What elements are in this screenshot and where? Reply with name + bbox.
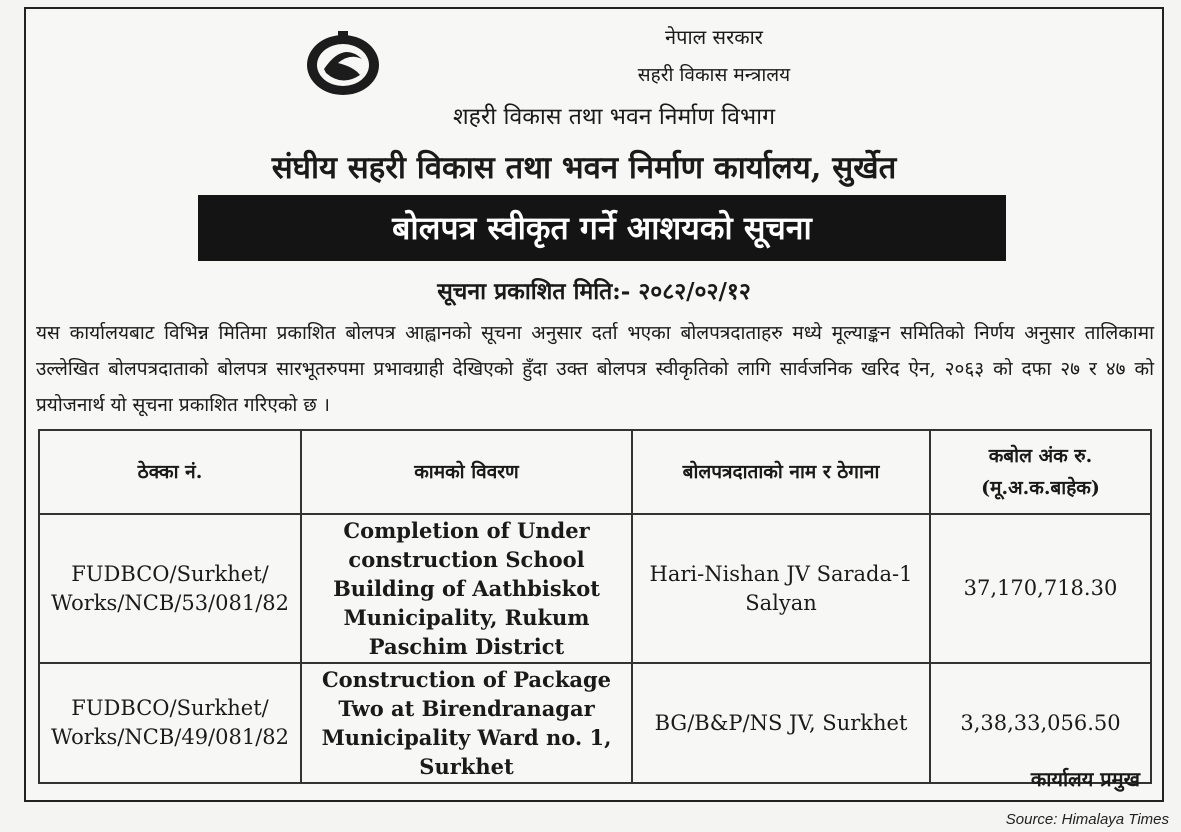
bidder-cell: BG/B&P/NS JV, Surkhet (632, 663, 930, 783)
header-bidder: बोलपत्रदाताको नाम र ठेगाना (632, 430, 930, 514)
header-contract-no: ठेक्का नं. (39, 430, 301, 514)
signature: कार्यालय प्रमुख (1030, 767, 1140, 791)
table-header-row (39, 430, 1151, 514)
bidder-cell: Hari-Nishan JV Sarada-1 Salyan (632, 514, 930, 663)
header-government: नेपाल सरकार (665, 25, 763, 49)
publish-date: सूचना प्रकाशित मिति:- २०८२/०२/१२ (437, 278, 751, 305)
header-description: कामको विवरण (301, 430, 632, 514)
notice-body: यस कार्यालयबाट विभिन्न मितिमा प्रकाशित बोलपत्र आह्वानको सूचना अनुसार दर्ता भएका बोलपत्रदाताहरु मध्ये मूल्याङ्कन समितिको निर्णय अनुसार तालिकामा उल्लेखित बोलपत्रदाताको बोलपत्र सारभूतरुपमा प्रभावग्राही देखिएको हुँदा उक्त बोलपत्र स्वीकृतिको लागि सार्वजनिक खरिद ऐन, २०६३ को दफा २७ र ४७ को प्रयोजनार्थ यो सूचना प्रकाशित गरिएको छ । (36, 322, 1154, 416)
table-row (39, 514, 1151, 663)
contract-no-cell: FUDBCO/Surkhet/ Works/NCB/49/081/82 (39, 663, 301, 783)
bid-table (38, 429, 1152, 784)
contract-no-cell: FUDBCO/Surkhet/ Works/NCB/53/081/82 (39, 514, 301, 663)
description-cell: Construction of Package Two at Birendranagar Municipality Ward no. 1, Surkhet (301, 663, 632, 783)
amount-cell: 37,170,718.30 (930, 514, 1151, 663)
header-office: संघीय सहरी विकास तथा भवन निर्माण कार्यालय, सुर्खेत (271, 150, 897, 186)
source-credit: Source: Himalaya Times (1005, 811, 1169, 828)
notice-title-banner: बोलपत्र स्वीकृत गर्ने आशयको सूचना (198, 195, 1006, 261)
header-amount: कबोल अंक रु. (मू.अ.क.बाहेक) (930, 430, 1151, 514)
amount-cell: 3,38,33,056.50 (930, 663, 1151, 783)
header-department: शहरी विकास तथा भवन निर्माण विभाग (452, 104, 776, 130)
header-ministry: सहरी विकास मन्त्रालय (637, 64, 791, 86)
notice-frame (24, 7, 1164, 802)
table-row (39, 663, 1151, 783)
description-cell: Completion of Under construction School Building of Aathbiskot Municipality, Rukum Paschim District (301, 514, 632, 663)
